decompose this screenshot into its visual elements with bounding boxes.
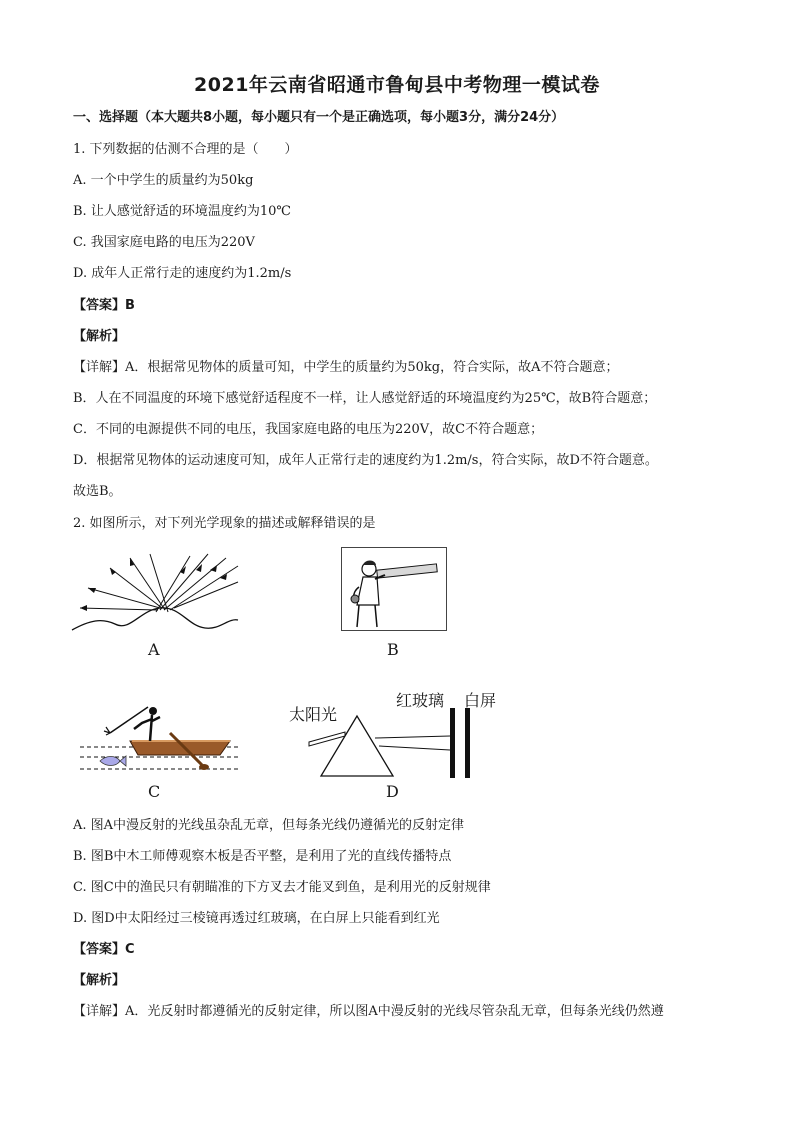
q2-detail-a: 【详解】A．光反射时都遵循光的反射定律，所以图A中漫反射的光线尽管杂乱无章，但每条光线仍然遵 bbox=[73, 1004, 664, 1019]
section-heading: 一、选择题（本大题共8小题，每小题只有一个是正确选项，每小题3分，满分24分） bbox=[73, 110, 565, 125]
q1-detail-a: 【详解】A．根据常见物体的质量可知，中学生的质量约为50kg，符合实际，故A不符合题意； bbox=[73, 360, 619, 375]
q2-option-a: A. 图A中漫反射的光线虽杂乱无章，但每条光线仍遵循光的反射定律 bbox=[73, 818, 465, 833]
q2-analysis-label: 【解析】 bbox=[73, 973, 126, 988]
q1-conclusion: 故选B。 bbox=[73, 484, 122, 499]
q2-answer: 【答案】C bbox=[73, 942, 135, 957]
q1-option-d: D. 成年人正常行走的速度约为1.2m/s bbox=[73, 266, 292, 281]
q1-detail-c: C．不同的电源提供不同的电压，我国家庭电路的电压为220V，故C不符合题意； bbox=[73, 422, 544, 437]
q2-option-b: B. 图B中木工师傅观察木板是否平整，是利用了光的直线传播特点 bbox=[73, 849, 452, 864]
q1-stem: 1. 下列数据的估测不合理的是（ ） bbox=[73, 142, 298, 157]
page-title: 2021年云南省昭通市鲁甸县中考物理一模试卷 bbox=[194, 74, 600, 96]
q1-option-b: B. 让人感觉舒适的环境温度约为10℃ bbox=[73, 204, 291, 219]
q1-detail-b: B．人在不同温度的环境下感觉舒适程度不一样，让人感觉舒适的环境温度约为25℃，故B符合题意； bbox=[73, 391, 657, 406]
figure-b-carpenter bbox=[341, 547, 447, 631]
figure-d-sunlight-label: 太阳光 bbox=[289, 705, 338, 724]
figure-b-label: B bbox=[387, 640, 399, 659]
q1-detail-d: D．根据常见物体的运动速度可知，成年人正常行走的速度约为1.2m/s，符合实际，故D不符合题意。 bbox=[73, 453, 658, 468]
figure-c-fisherman bbox=[80, 703, 240, 773]
figure-c-label: C bbox=[148, 782, 161, 801]
figure-a-diffuse-reflection bbox=[70, 548, 240, 638]
figure-a-label: A bbox=[148, 640, 160, 659]
q2-stem: 2. 如图所示，对下列光学现象的描述或解释错误的是 bbox=[73, 516, 376, 531]
q2-option-c: C. 图C中的渔民只有朝瞄准的下方叉去才能叉到鱼，是利用光的反射规律 bbox=[73, 880, 491, 895]
figure-d-white-screen-label: 白屏 bbox=[464, 691, 497, 710]
figure-d-label: D bbox=[386, 782, 399, 801]
q1-option-c: C. 我国家庭电路的电压为220V bbox=[73, 235, 255, 250]
q1-answer: 【答案】B bbox=[73, 298, 135, 313]
q1-option-a: A. 一个中学生的质量约为50kg bbox=[73, 173, 254, 188]
q2-option-d: D. 图D中太阳经过三棱镜再透过红玻璃，在白屏上只能看到红光 bbox=[73, 911, 440, 926]
q1-analysis-label: 【解析】 bbox=[73, 329, 126, 344]
figure-d-red-glass-label: 红玻璃 bbox=[396, 691, 445, 710]
